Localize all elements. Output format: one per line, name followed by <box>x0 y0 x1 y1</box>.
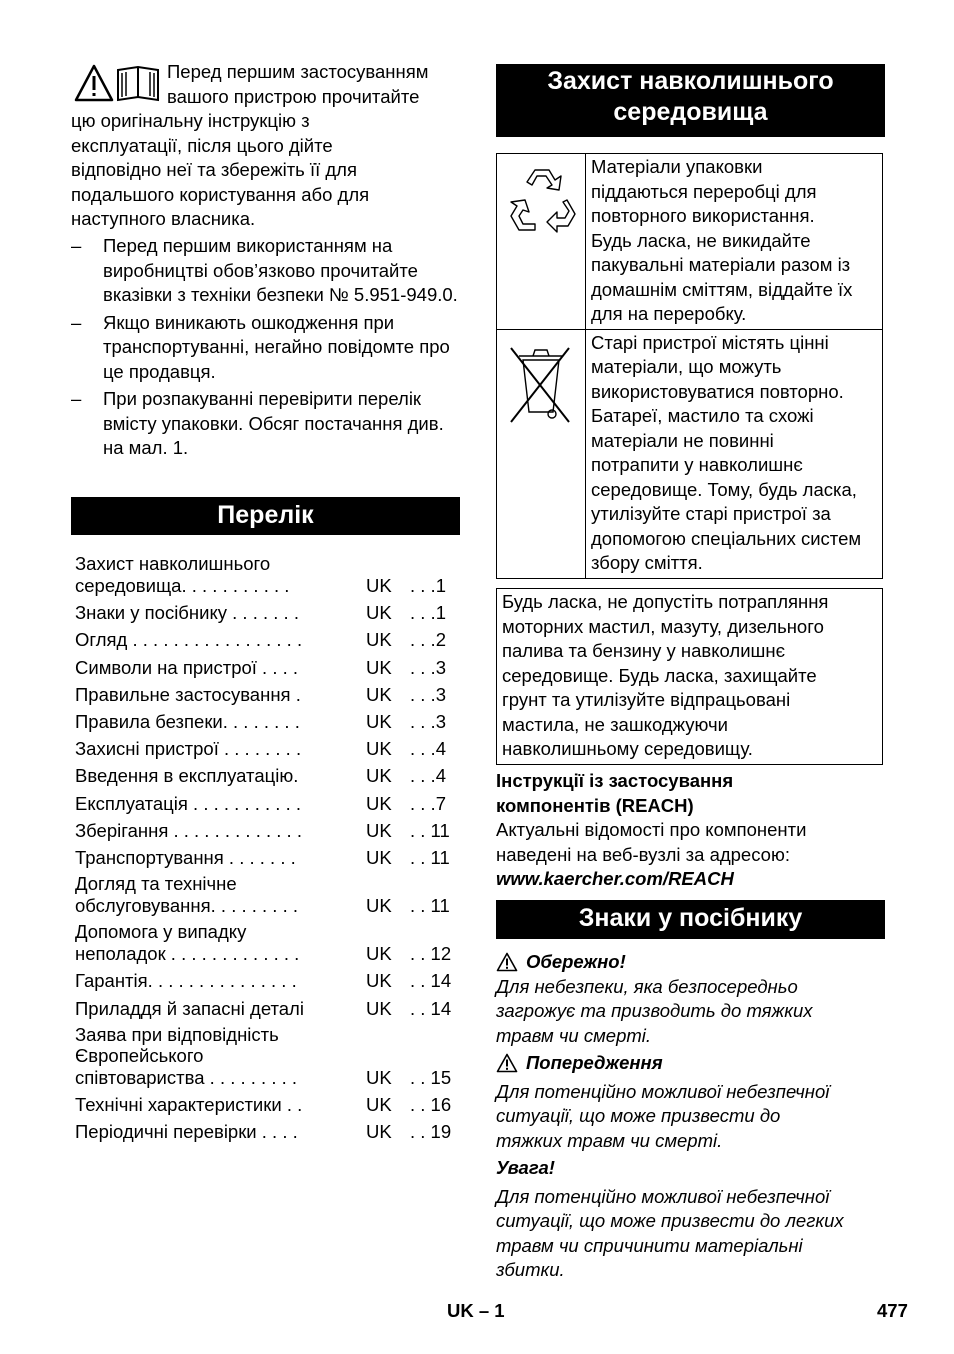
toc-entry[interactable] <box>75 921 460 966</box>
danger-block <box>496 950 886 1048</box>
toc-entry[interactable] <box>75 628 460 652</box>
text-line: піддаються переробці для <box>591 180 817 202</box>
toc-entry-title: Приладдя й запасні деталі <box>75 997 304 1019</box>
crossed-bin-icon <box>497 330 585 430</box>
intro-line: подальшого користування або для <box>71 183 370 205</box>
bullet-dash: – <box>71 388 82 409</box>
table-row <box>497 329 883 578</box>
table-row <box>497 154 883 330</box>
toc-entry-lang: UK <box>366 656 392 678</box>
toc-entry-page: . . 12 <box>410 943 452 965</box>
toc-entry-lang: UK <box>366 846 392 868</box>
text-line: допомогою спеціальних систем <box>591 527 862 549</box>
toc-entry-page: . . 11 <box>410 846 450 868</box>
text-line: ситуації, що може призвести до легких <box>496 1210 844 1231</box>
toc-entry-lang: UK <box>366 683 392 705</box>
toc-entry[interactable] <box>75 737 460 761</box>
toc-entry-title: Зберігання . . . . . . . . . . . . . <box>75 819 302 841</box>
environment-heading <box>496 64 885 137</box>
oil-notice-box <box>496 588 883 765</box>
toc-entry[interactable] <box>75 656 460 680</box>
toc-entry-title: співтовариства . . . . . . . . . <box>75 1066 298 1088</box>
toc-entry-lang: UK <box>366 895 392 917</box>
toc-entry-title-part: Допомога у випадку <box>75 921 247 943</box>
intro-line: наступного власника. <box>71 208 256 229</box>
caution-block <box>496 1156 886 1283</box>
toc-entry-title-part: Догляд та технічне <box>75 873 237 895</box>
toc-entry-title: Символи на пристрої . . . . <box>75 656 299 678</box>
text-line: травм чи спричинити матеріальні <box>496 1234 803 1256</box>
toc-entry-page: . . .3 <box>410 710 446 732</box>
reach-title: Інструкції із застосування <box>496 770 734 791</box>
text-line: навколишньому середовищу. <box>502 738 753 759</box>
warning-triangle-icon <box>496 1053 518 1073</box>
intro-bullet-list <box>71 234 463 464</box>
text-line: Для потенційно можливої небезпечної <box>496 1185 830 1207</box>
toc-entry[interactable] <box>75 1093 460 1117</box>
reach-body: Актуальні відомості про компоненти <box>496 819 807 840</box>
toc-entry-lang: UK <box>366 765 392 787</box>
text-line: утилізуйте старі пристрої за <box>591 503 831 524</box>
danger-label: Обережно! <box>526 951 626 972</box>
toc-entry-title: Періодичні перевірки . . . . <box>75 1121 298 1143</box>
toc-entry-page: . . 15 <box>410 1066 452 1088</box>
toc-entry[interactable] <box>75 1024 460 1090</box>
toc-entry-page: . . .4 <box>410 765 446 787</box>
toc-entry-page: . . 11 <box>410 895 450 917</box>
toc-entry-title-part: Захист навколишнього <box>75 553 271 574</box>
intro-line: відповідно неї та збережіть її для <box>71 159 357 180</box>
toc-entry[interactable] <box>75 1120 460 1144</box>
warning-label: Попередження <box>526 1052 663 1073</box>
toc-entry-lang: UK <box>366 710 392 732</box>
text-line: для на переробку. <box>591 303 747 324</box>
text-line: мастила, не зашкоджуючи <box>502 713 728 735</box>
table-of-contents <box>75 553 460 1147</box>
toc-entry-page: . . 14 <box>410 997 452 1019</box>
text-line: матеріали не повинні <box>591 429 774 451</box>
toc-entry-lang: UK <box>366 1121 392 1143</box>
toc-entry-title: Введення в експлуатацію. <box>75 765 299 787</box>
toc-entry-title: неполадок . . . . . . . . . . . . . <box>75 943 300 965</box>
toc-entry[interactable] <box>75 764 460 788</box>
toc-entry-title: Транспортування . . . . . . . <box>75 846 296 868</box>
toc-entry-title: середовища. . . . . . . . . . . <box>75 575 290 596</box>
toc-entry-page: . . .1 <box>410 575 446 596</box>
signs-heading: Знаки у посібнику <box>496 900 885 939</box>
reach-link[interactable]: www.kaercher.com/REACH <box>496 868 734 889</box>
toc-entry-title: Знаки у посібнику . . . . . . . <box>75 602 299 624</box>
text-line: потрапити у навколишнє <box>591 454 803 475</box>
toc-entry-lang: UK <box>366 792 392 814</box>
toc-entry-title: обслуговування. . . . . . . . . <box>75 895 299 917</box>
list-item <box>71 387 463 461</box>
toc-entry[interactable] <box>75 792 460 816</box>
list-item <box>71 234 463 308</box>
text-line: моторних мастил, мазуту, дизельного <box>502 615 824 637</box>
toc-entry-lang: UK <box>366 602 392 624</box>
text-line: Батареї, мастило та схожі <box>591 405 814 426</box>
text-line: збору сміття. <box>591 552 703 573</box>
environment-table <box>496 153 883 579</box>
text-line: Для потенційно можливої небезпечної <box>496 1080 830 1102</box>
recycling-icon <box>497 154 585 254</box>
text-line: використовуватися повторно. <box>591 380 844 402</box>
intro-line: цю оригінальну інструкцію з <box>71 110 310 131</box>
text-line: палива та бензину у навколишнє <box>502 640 786 661</box>
intro-line: експлуатації, після цього дійте <box>71 134 333 156</box>
text-line: Будь ласка, не викидайте <box>591 229 811 251</box>
toc-entry[interactable] <box>75 997 460 1021</box>
intro-paragraph <box>71 60 463 232</box>
recycling-cell <box>497 154 586 330</box>
bullet-dash: – <box>71 311 82 333</box>
toc-entry-lang: UK <box>366 943 392 965</box>
toc-entry-page: . . 14 <box>410 970 452 992</box>
recycling-text <box>586 154 883 330</box>
text-line: матеріали, що можуть <box>591 356 782 377</box>
intro-line: вашого пристрою прочитайте <box>167 85 420 107</box>
toc-entry[interactable] <box>75 873 460 918</box>
text-line: Будь ласка, не допустіть потрапляння <box>502 591 829 612</box>
toc-entry-title: Огляд . . . . . . . . . . . . . . . . . <box>75 629 303 651</box>
toc-entry[interactable] <box>75 969 460 993</box>
toc-entry-page: . . .7 <box>410 792 446 814</box>
reach-title: компонентів (REACH) <box>496 794 694 816</box>
bin-text <box>586 329 883 578</box>
toc-entry-lang: UK <box>366 738 392 760</box>
text-line: ситуації, що може призвести до <box>496 1105 781 1126</box>
toc-entry-lang: UK <box>366 1094 392 1115</box>
text-line: повторного використання. <box>591 205 815 226</box>
text-line: тяжких травм чи смерті. <box>496 1129 723 1151</box>
reach-section <box>496 769 886 892</box>
text-line: Для небезпеки, яка безпосередньо <box>496 975 798 997</box>
toc-entry[interactable] <box>75 683 460 707</box>
signs-section <box>496 950 886 1286</box>
toc-entry-page: . . .1 <box>410 602 446 624</box>
toc-entry[interactable] <box>75 601 460 625</box>
text-line: Старі пристрої містять цінні <box>591 331 829 353</box>
text-line: середовище. Тому, будь ласка, <box>591 478 857 500</box>
toc-entry[interactable] <box>75 710 460 734</box>
text-line: домашнім сміттям, віддайте їх <box>591 278 853 300</box>
toc-entry-page: . . 11 <box>410 819 450 841</box>
toc-entry-title: Експлуатація . . . . . . . . . . . <box>75 792 301 814</box>
environment-heading-line: Захист навколишнього <box>547 67 834 95</box>
toc-entry-page: . . 19 <box>410 1121 452 1143</box>
text-line: пакувальні матеріали разом із <box>591 254 851 275</box>
text-line: загрожує та призводить до тяжких <box>496 1000 813 1021</box>
toc-entry-title-part: Заява при відповідність <box>75 1023 279 1045</box>
toc-entry-lang: UK <box>366 629 392 651</box>
text-line: грунт та утилізуйте відпрацьовані <box>502 689 791 710</box>
toc-entry-title: Правила безпеки. . . . . . . . <box>75 710 300 732</box>
caution-label: Увага! <box>496 1157 555 1178</box>
toc-entry-title-part: Європейського <box>75 1044 204 1066</box>
toc-entry-lang: UK <box>366 997 392 1019</box>
toc-entry-page: . . 16 <box>410 1094 452 1115</box>
environment-heading-line: середовища <box>613 98 768 126</box>
list-item <box>71 311 463 385</box>
toc-entry-lang: UK <box>366 819 392 841</box>
bin-cell <box>497 329 586 578</box>
bullet-text: Якщо виникають ошкодження при транспортуванні, негайно повідомте про це продавця. <box>103 311 450 382</box>
toc-entry-lang: UK <box>366 1066 392 1088</box>
bullet-dash: – <box>71 235 82 256</box>
toc-entry[interactable] <box>75 553 460 598</box>
toc-entry-lang: UK <box>366 970 392 992</box>
toc-entry-lang: UK <box>366 575 392 596</box>
toc-entry-title: Технічні характеристики . . <box>75 1094 303 1115</box>
text-line: травм чи смерті. <box>496 1024 652 1046</box>
toc-entry-page: . . .4 <box>410 738 446 760</box>
warning-block <box>496 1051 886 1153</box>
toc-entry-title: Гарантія. . . . . . . . . . . . . . . <box>75 970 297 992</box>
bullet-text: Перед першим використанням на виробництві обов’язково прочитайте вказівки з техніки безпеки № 5.951-949.0. <box>103 235 458 305</box>
text-line: середовище. Будь ласка, захищайте <box>502 664 817 686</box>
toc-entry-page: . . .2 <box>410 629 446 651</box>
toc-entry-page: . . .3 <box>410 656 446 678</box>
text-line: Матеріали упаковки <box>591 156 763 177</box>
toc-entry[interactable] <box>75 819 460 843</box>
toc-entry-title: Захисні пристрої . . . . . . . . <box>75 738 302 760</box>
warning-triangle-icon <box>496 952 518 972</box>
footer-section-label: UK – 1 <box>447 1300 505 1321</box>
intro-line: Перед першим застосуванням <box>167 61 429 82</box>
toc-heading: Перелік <box>71 497 460 535</box>
reach-body: наведені на веб-вузлі за адресою: <box>496 843 790 865</box>
toc-entry-page: . . .3 <box>410 683 446 705</box>
page-number: 477 <box>877 1300 908 1321</box>
bullet-text: При розпакуванні перевірити перелік вмісту упаковки. Обсяг постачання див. на мал. 1. <box>103 388 444 458</box>
toc-entry-title: Правильне застосування . <box>75 683 301 705</box>
text-line: збитки. <box>496 1259 565 1280</box>
toc-entry[interactable] <box>75 846 460 870</box>
